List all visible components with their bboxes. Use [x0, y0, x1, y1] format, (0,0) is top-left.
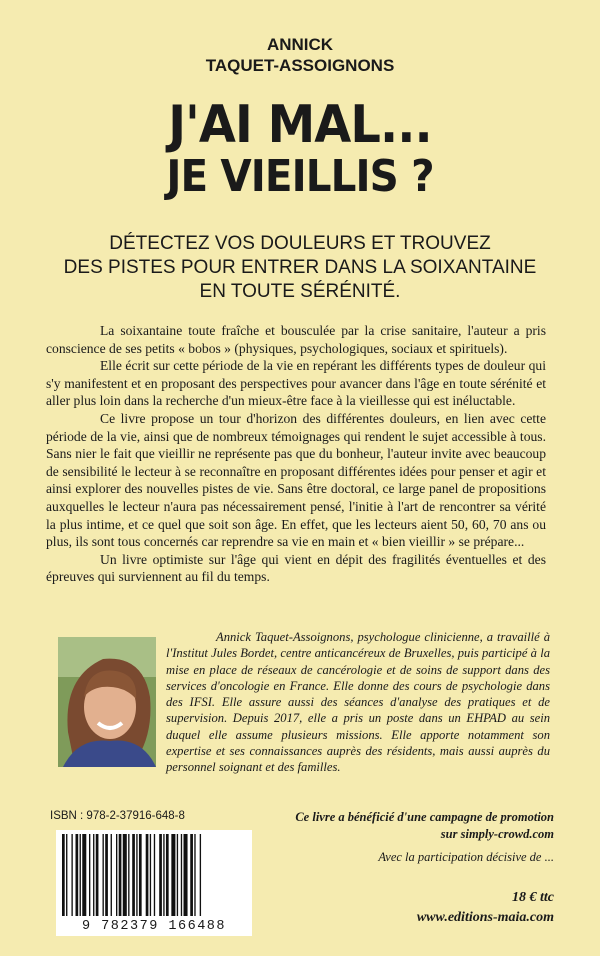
barcode-bar	[194, 834, 195, 916]
barcode-bar	[128, 834, 129, 916]
barcode-bar	[80, 834, 81, 916]
author-first-name: ANNICK	[266, 35, 334, 54]
barcode-bar	[105, 834, 108, 916]
book-title	[24, 95, 576, 202]
blurb-paragraph: Un livre optimiste sur l'âge qui vient en dépit des fragilités éventuelles et des épreuves qui surviennent au fil du temps.	[46, 551, 546, 585]
isbn-label: ISBN : 978-2-37916-648-8	[50, 810, 185, 822]
publisher-website: www.editions-maia.com	[416, 910, 554, 925]
barcode-bar	[103, 834, 104, 916]
barcode-bar	[116, 834, 117, 916]
barcode-bar	[96, 834, 99, 916]
barcode-bar	[111, 834, 112, 916]
blurb-paragraph: La soixantaine toute fraîche et bousculée par la crise sanitaire, l'auteur a pris conscience de ses petits « bobos » (physiques, psychologiques, sociaux et spirituels).	[46, 323, 546, 356]
author-portrait-illustration	[58, 637, 156, 767]
author-last-name: TAQUET-ASSOIGNONS	[205, 56, 395, 75]
barcode-bar	[119, 834, 122, 916]
barcode-bar	[190, 834, 193, 916]
barcode-bar	[159, 834, 162, 916]
barcode-bar	[136, 834, 137, 916]
barcode-bar	[139, 834, 142, 916]
barcode-bar	[184, 834, 188, 916]
blurb-paragraph: Ce livre propose un tour d'horizon des différentes douleurs, en lien avec cette période de la vie, ainsi que de nombreux témoignages qui rendent le sujet accessible à tous. Sans nier le fait que vieillir ne représente pas que du bonheur, l'auteur invite avec beaucoup de sensibilité le lecteur à se reconnaître en proposant différentes idées pour penser et agir et ainsi explorer des nouvelles pistes de vie. Sans être doctoral, ce large panel de propositions auxquelles le lecteur n'aura pas nécessairement pensé, l'initie à l'art de rencontrer sa vérité la plus intime, et ce quel que soit son âge. En effet, que les lecteurs aient 50, 60, 70 ans ou plus, ils sont tous concernés car reprendre sa vie en main et « bien vieillir » se prépare...	[46, 410, 546, 550]
book-subtitle	[40, 232, 560, 304]
author-photo	[58, 637, 156, 767]
barcode-bar	[181, 834, 182, 916]
barcode-bar	[154, 834, 155, 916]
subtitle-line-3: EN TOUTE SÉRÉNITÉ.	[199, 281, 401, 302]
barcode-bar	[123, 834, 127, 916]
title-line-2: JE VIEILLIS ?	[166, 151, 434, 202]
barcode-bar	[200, 834, 201, 916]
title-line-1: J'AI MAL...	[168, 95, 432, 155]
author-bio: Annick Taquet-Assoignons, psychologue clinicienne, a travaillé à l'Institut Jules Bordet, centre anticancéreux de Bruxelles, puis participé à la mise en place de réseaux de cancérologie et de soins de support dans des services d'oncologie en France. Elle donne des cours de psychologie dans des IFSI. Elle assure aussi des séances d'analyse des pratiques et de supervision. Depuis 2017, elle a pris un poste dans un EHPAD au sein duquel elle assume plusieurs missions. Elle apporte notamment son expertise et ses connaissances auprès des résidents, mais aussi auprès du personnel soignant et des familles.	[166, 630, 550, 775]
barcode-bar	[150, 834, 151, 916]
barcode-bar	[177, 834, 178, 916]
blurb-paragraph: Elle écrit sur cette période de la vie en repérant les différents types de douleur qui s'y manifestent et en proposant des perspectives pour avancer dans l'âge en toute sérénité et aller plus loin dans la recherche d'un mieux-être face à la vieillesse qui est inéluctable.	[46, 358, 546, 409]
barcode-bar	[166, 834, 169, 916]
promotion-line-1: Ce livre a bénéficié d'une campagne de promotion	[295, 810, 554, 824]
subtitle-line-1: DÉTECTEZ VOS DOULEURS ET TROUVEZ	[109, 233, 491, 254]
barcode-bar	[146, 834, 149, 916]
barcode-bar	[132, 834, 135, 916]
barcode-bar	[66, 834, 67, 916]
barcode-bar	[62, 834, 65, 916]
barcode-bars	[56, 830, 252, 918]
participation-note: Avec la participation décisive de ...	[378, 850, 554, 864]
barcode-bar	[76, 834, 79, 916]
barcode-bar	[163, 834, 164, 916]
barcode-bar	[71, 834, 72, 916]
price: 18 € ttc	[512, 890, 554, 905]
promotion-note	[295, 809, 554, 843]
barcode-bar	[93, 834, 94, 916]
promotion-line-2: sur simply-crowd.com	[440, 827, 554, 841]
barcode	[56, 830, 252, 936]
barcode-bar	[89, 834, 90, 916]
barcode-bar	[171, 834, 175, 916]
barcode-bar	[82, 834, 86, 916]
back-cover-blurb	[46, 322, 546, 586]
author-name	[0, 34, 600, 76]
barcode-digits: 9 782379 166488	[81, 919, 227, 934]
subtitle-line-2: DES PISTES POUR ENTRER DANS LA SOIXANTAINE	[63, 257, 537, 278]
